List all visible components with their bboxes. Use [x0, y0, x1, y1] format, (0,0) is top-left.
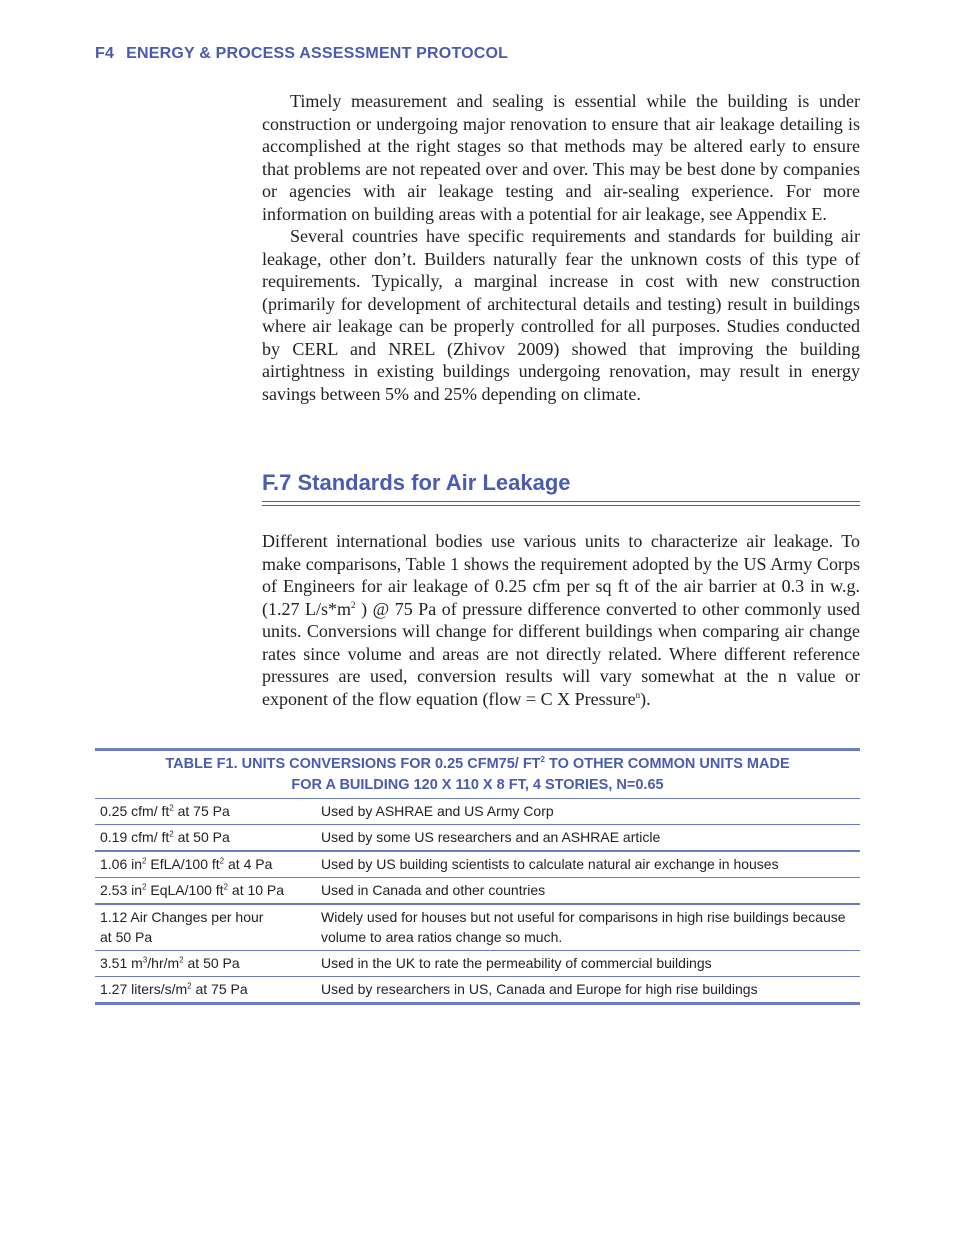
unit-cell: 1.27 liters/$s/m^2$ at 75 Pa	[100, 981, 248, 997]
table-title-line-1	[95, 754, 860, 775]
unit-cell: 1.06 $in^2$ EfLA/100 $ft^2$ at 4 Pa	[100, 856, 273, 872]
usage-cell: Used by researchers in US, Canada and Europe for high rise buildings	[321, 981, 758, 997]
superscript: 2	[351, 599, 356, 610]
running-title: ENERGY & PROCESS ASSESSMENT PROTOCOL	[126, 45, 509, 62]
usage-cell: Used by ASHRAE and US Army Corp	[321, 803, 554, 819]
paragraph-units-comparison	[262, 530, 860, 710]
unit-cell: 2.53 $in^2$ EqLA/100 $ft^2$ at 10 Pa	[100, 882, 285, 898]
running-header	[95, 45, 508, 63]
usage-cell: Widely used for houses but not useful for comparisons in high rise buildings because volume to area ratios change so much.	[321, 909, 846, 945]
table-row	[95, 799, 860, 825]
table-title-text: TO OTHER COMMON UNITS MADE	[545, 756, 790, 772]
heading-double-rule	[262, 501, 860, 506]
superscript: 2	[540, 755, 545, 765]
unit-cell: 0.25 cfm/ $ft^2$ at 75 Pa	[100, 803, 230, 819]
table-title-line-2: FOR A BUILDING 120 X 110 X 8 FT, 4 STORIES, N=0.65	[291, 777, 664, 793]
table-row	[95, 825, 860, 852]
usage-cell: Used by some US researchers and an ASHRAE article	[321, 829, 661, 845]
table-row	[95, 878, 860, 905]
paragraph-text-part: ).	[640, 688, 651, 709]
superscript: n	[635, 689, 641, 700]
usage-cell: Used in Canada and other countries	[321, 882, 546, 898]
table-title	[95, 751, 860, 799]
usage-cell: Used by US building scientists to calculate natural air exchange in houses	[321, 856, 779, 872]
intro-text	[262, 90, 860, 405]
usage-cell: Used in the UK to rate the permeability of commercial buildings	[321, 955, 712, 971]
paragraph-measurement-sealing: Timely measurement and sealing is essential while the building is under construction or undergoing major renovation to ensure that air leakage detailing is accomplished at the right stages so that methods may be altered early to ensure that problems are not repeated over and over. This may be best done by companies or agencies with air leakage testing and air-sealing experience. For more information on building areas with a potential for air leakage, see Appendix E.	[262, 91, 860, 224]
table-row	[95, 905, 860, 951]
section-heading: F.7 Standards for Air Leakage	[262, 470, 571, 495]
table-title-text: TABLE F1. UNITS CONVERSIONS FOR 0.25 CFM75/ FT	[165, 756, 541, 772]
unit-cell: 1.12 Air Changes per hour at 50 Pa	[100, 909, 264, 945]
unit-cell: 3.51 $m^3/hr/m^2$ at 50 Pa	[100, 955, 240, 971]
paragraph-text-part: Different international bodies use various units to characterize air leakage. To make comparisons, Table 1 shows the requirement adopted by the US Army Corps of Engineers for air leakage of 0.25 cfm per sq ft of the air barrier at 0.3 in w.g. (1.27 L/s*m	[262, 531, 860, 619]
conversion-table	[95, 748, 860, 1005]
table-row	[95, 951, 860, 977]
unit-cell: 0.19 cfm/ $ft^2$ at 50 Pa	[100, 829, 230, 845]
table-row	[95, 852, 860, 878]
page-number: F4	[95, 45, 115, 62]
table-row	[95, 977, 860, 1005]
section-body	[262, 530, 860, 710]
paragraph-text-part: ) @ 75 Pa of pressure difference converted to other commonly used units. Conversions will change for different buildings when comparing air change rates since volume and areas are not directly related. Where different reference pressures are used, conversion results will vary somewhat at the n value or exponent of the flow equation (flow = C X Pressure	[262, 598, 860, 709]
paragraph-country-requirements: Several countries have specific requirements and standards for building air leakage, other don’t. Builders naturally fear the unknown costs of this type of requirements. Typically, a marginal increase in cost with new construction (primarily for development of architectural details and testing) result in buildings where air leakage can be properly controlled for all purposes. Studies conducted by CERL and NREL (Zhivov 2009) showed that improving the building airtightness in existing buildings undergoing renovation, may result in energy savings between 5% and 25% depending on climate.	[262, 226, 860, 404]
